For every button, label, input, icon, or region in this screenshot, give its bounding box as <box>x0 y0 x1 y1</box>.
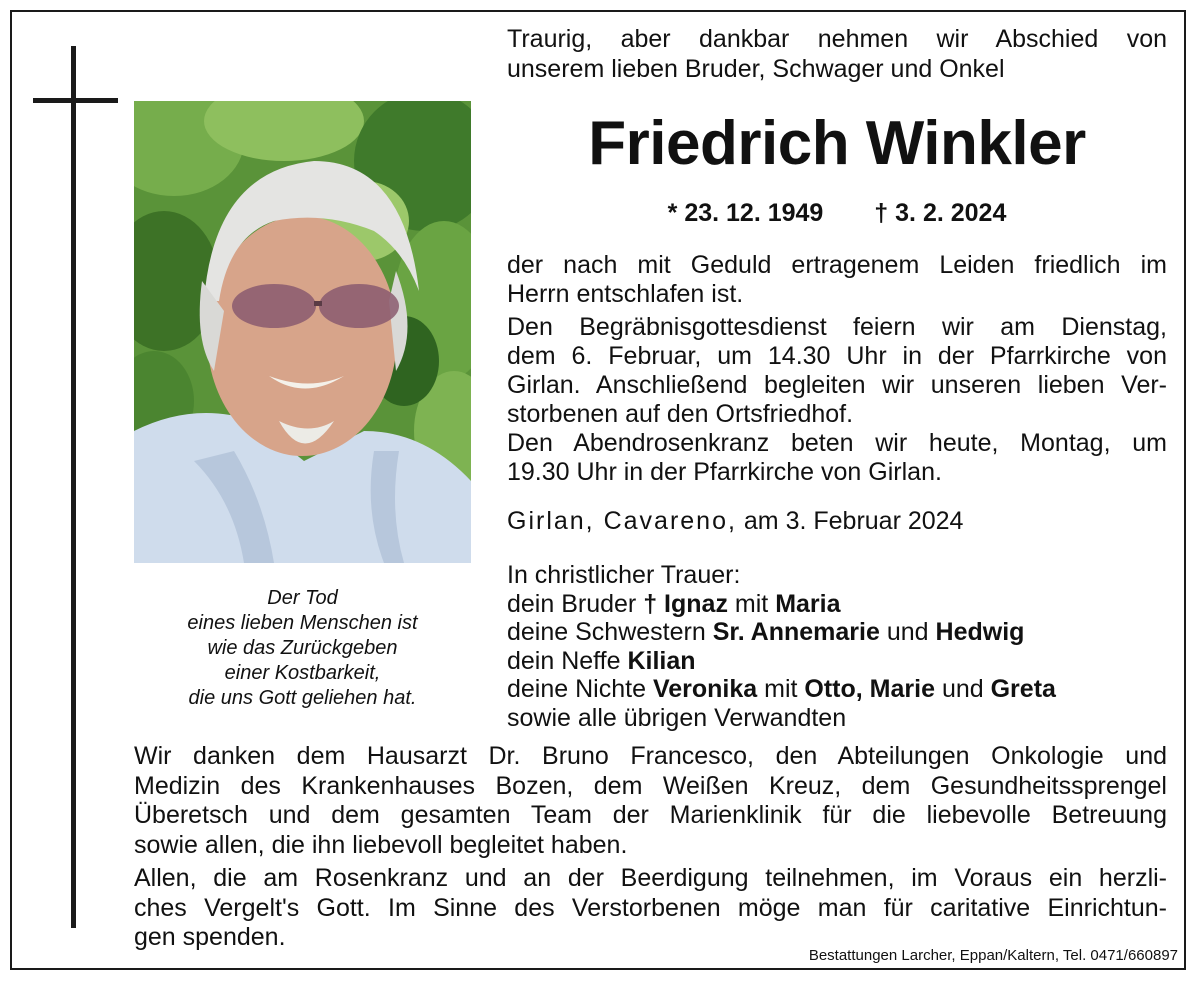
mourner-name: Otto, Marie <box>804 675 935 703</box>
quote-line: Der Tod <box>267 587 338 609</box>
thanks-line: Wir danken dem Hausarzt Dr. Bruno Francesco, den Abteilungen Onkologie und <box>134 742 1167 770</box>
mourner-name: Veronika <box>652 675 758 703</box>
mourner-name: Greta <box>990 675 1056 703</box>
mourner-name: † Ignaz <box>643 589 728 618</box>
quote-line: die uns Gott geliehen hat. <box>188 687 417 709</box>
memorial-quote <box>134 586 471 711</box>
death-date: † 3. 2. 2024 <box>874 199 1007 227</box>
mourner-line: dein Bruder † Ignaz mit Maria <box>507 589 841 618</box>
quote-line: einer Kostbarkeit, <box>224 662 381 684</box>
thanks-line: Medizin des Krankenhauses Bozen, dem Weißen Kreuz, dem Gesundheitssprengel <box>134 771 1167 800</box>
intro-line: Traurig, aber dankbar nehmen wir Abschied von <box>507 25 1167 53</box>
body-line: Den Begräbnisgottesdienst feiern wir am Dienstag, <box>507 313 1167 341</box>
body-line: 19.30 Uhr in der Pfarrkirche von Girlan. <box>507 458 942 486</box>
body-line: der nach mit Geduld ertragenem Leiden friedlich im <box>507 251 1167 279</box>
mourner-name: Maria <box>775 589 841 618</box>
mourner-line: deine Nichte Veronika mit Otto, Marie und Greta <box>507 675 1056 703</box>
thanks-line: ches Vergelt's Gott. Im Sinne des Verstorbenen möge man für caritative Einrichtun- <box>134 893 1167 922</box>
funeral-home-credit: Bestattungen Larcher, Eppan/Kaltern, Tel. 0471/660897 <box>808 947 1178 964</box>
intro-line: unserem lieben Bruder, Schwager und Onkel <box>507 55 1005 83</box>
mourner-line: deine Schwestern Sr. Annemarie und Hedwig <box>507 618 1025 646</box>
quote-line: eines lieben Menschen ist <box>187 612 418 634</box>
thanks-line: Allen, die am Rosenkranz und an der Beerdigung teilnehmen, im Voraus ein herzli- <box>134 864 1167 892</box>
thanks-line: gen spenden. <box>134 923 286 951</box>
quote-line: wie das Zurückgeben <box>207 637 398 659</box>
mourners-list <box>507 561 1167 732</box>
cross-horizontal-bar <box>33 98 118 103</box>
place-and-date <box>507 506 1167 536</box>
body-line: Girlan. Anschließend begleiten wir unseren lieben Ver- <box>507 371 1167 399</box>
mourner-line: sowie alle übrigen Verwandten <box>507 703 847 732</box>
cross-vertical-bar <box>71 46 76 928</box>
birth-date: * 23. 12. 1949 <box>667 199 824 227</box>
body-line: Den Abendrosenkranz beten wir heute, Montag, um <box>507 429 1167 457</box>
thanks-line: sowie allen, die ihn liebevoll begleitet haben. <box>134 830 628 859</box>
place-date: am 3. Februar 2024 <box>743 507 964 535</box>
mourners-heading: In christlicher Trauer: <box>507 561 741 589</box>
portrait-photo <box>134 101 471 563</box>
mourner-name: Sr. Annemarie <box>712 618 880 646</box>
thanks-text <box>134 742 1167 953</box>
intro-text <box>507 24 1167 84</box>
thanks-line: Überetsch und dem gesamten Team der Marienklinik für die liebevolle Betreuung <box>134 801 1167 829</box>
life-dates <box>507 197 1167 229</box>
body-line: dem 6. Februar, um 14.30 Uhr in der Pfarrkirche von <box>507 342 1167 370</box>
mourner-name: Hedwig <box>935 618 1025 646</box>
mourner-name: Kilian <box>627 646 696 675</box>
body-line: Herrn entschlafen ist. <box>507 280 744 308</box>
body-line: storbenen auf den Ortsfriedhof. <box>507 400 854 428</box>
place-towns: Girlan, Cavareno, <box>507 507 737 535</box>
deceased-name: Friedrich Winkler <box>588 109 1086 178</box>
mourner-line: dein Neffe Kilian <box>507 646 696 675</box>
announcement-text <box>507 251 1167 487</box>
